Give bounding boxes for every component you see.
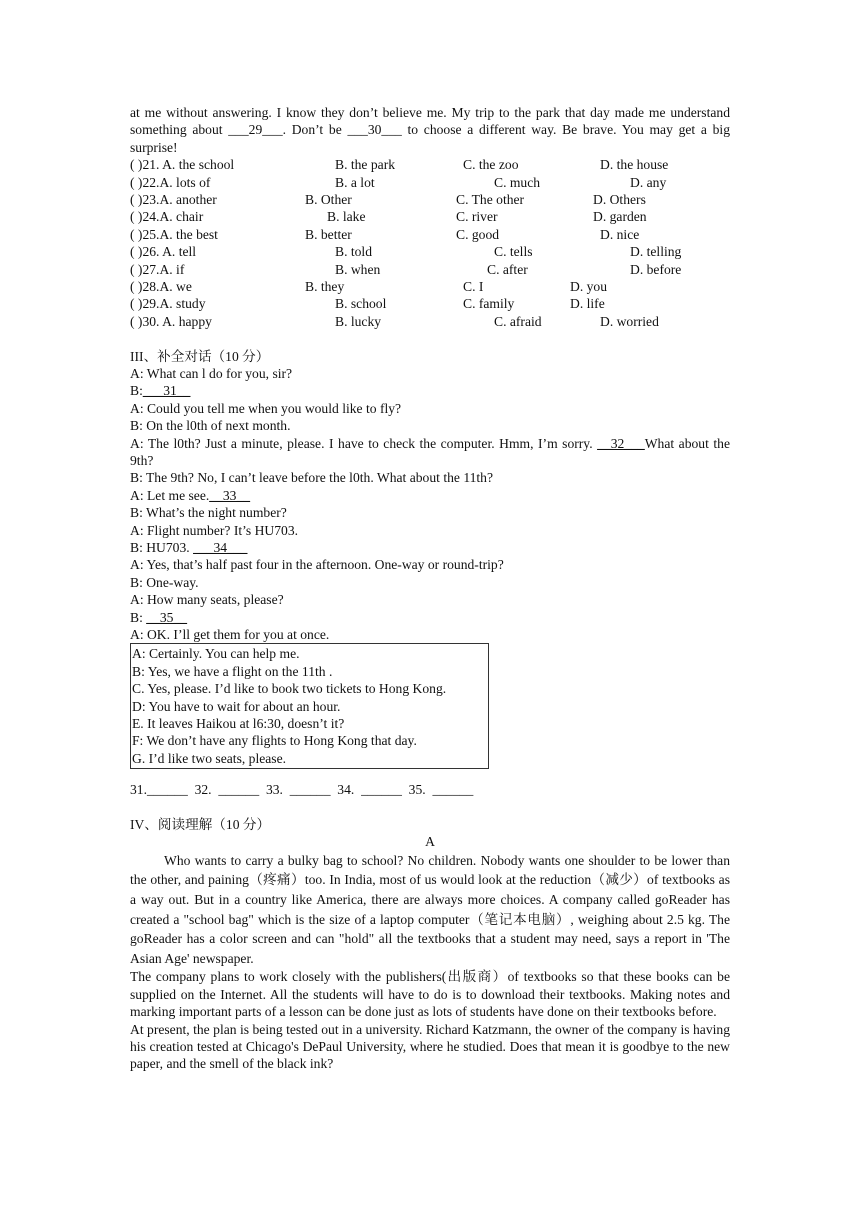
question-28: ( )28.A. we B. they C. I D. you	[130, 278, 608, 294]
question-24: ( )24.A. chair B. lake C. river D. garden	[130, 209, 647, 225]
blank-34: ___34___	[193, 539, 248, 555]
dialogue-line: A: Let me see.__33__	[130, 487, 251, 503]
dialogue-line: B: __35__	[130, 609, 188, 625]
dialogue-line: B: One-way.	[130, 574, 199, 590]
question-26: ( )26. A. tell B. told C. tells D. telling	[130, 244, 682, 260]
question-27: ( )27.A. if B. when C. after D. before	[130, 261, 682, 277]
dialogue-line: A: Flight number? It’s HU703.	[130, 522, 299, 538]
passage-label: A	[425, 834, 435, 850]
dialogue-line: A: The l0th? Just a minute, please. I have to check the computer. Hmm, I’m sorry. __32___What about the 9th?	[130, 435, 730, 468]
dialogue-line: B:___31__	[130, 383, 191, 399]
option-b: B: Yes, we have a flight on the 11th .	[132, 663, 333, 679]
document-page	[130, 104, 730, 1073]
dialogue-line: A: How many seats, please?	[130, 592, 284, 608]
question-29: ( )29.A. study B. school C. family D. life	[130, 296, 605, 312]
blank-35: __35__	[146, 609, 188, 625]
dialogue-line: B: On the l0th of next month.	[130, 418, 291, 434]
cloze-question-list	[130, 156, 730, 330]
option-f: F: We don’t have any flights to Hong Kong that day.	[132, 733, 417, 749]
option-a: A: Certainly. You can help me.	[132, 646, 300, 662]
question-22: ( )22.A. lots of B. a lot C. much D. any	[130, 174, 667, 190]
blank-32: __32___	[597, 435, 645, 451]
passage-paragraph: At present, the plan is being tested out in a university. Richard Katzmann, the owner of the company is having his creation tested at Chicago's DePaul University, where he studied. Does that mean it is goodbye to the new paper, and the smell of the black ink?	[130, 1021, 730, 1072]
question-30: ( )30. A. happy B. lucky C. afraid D. worried	[130, 313, 659, 329]
dialogue-line: A: What can l do for you, sir?	[130, 365, 293, 381]
reading-section	[130, 816, 730, 1073]
option-c: C. Yes, please. I’d like to book two tickets to Hong Kong.	[132, 681, 447, 697]
dialogue-section	[130, 348, 730, 799]
dialogue-line: B: What’s the night number?	[130, 505, 287, 521]
section-heading: III、补全对话（10 分）	[130, 348, 270, 364]
question-21: ( )21. A. the school B. the park C. the zoo D. the house	[130, 157, 669, 173]
answer-options-box	[130, 643, 489, 769]
option-g: G. I’d like two seats, please.	[132, 750, 287, 766]
dialogue-line: A: Could you tell me when you would like to fly?	[130, 400, 402, 416]
passage-paragraph: The company plans to work closely with the publishers(出版商）of textbooks so that these books can be supplied on the Internet. All the students will have to do is to download their textbooks. Making notes and marking important parts of a lesson can be done just as lots of students have done on their textbooks before.	[130, 969, 730, 1020]
question-25: ( )25.A. the best B. better C. good D. nice	[130, 226, 640, 242]
passage-paragraph: Who wants to carry a bulky bag to school? No children. Nobody wants one shoulder to be lower than the other, and paining（疼痛）too. In India, most of us would look at the reduction（减少）of textbooks as a way out. But in a country like America, there are always more choices. A company called goReader has created a "school bag" which is the size of a laptop computer（笔记本电脑）, weighing about 2.5 kg. The goReader has a color screen and can "hold" all the textbooks that a student may need, says a report in 'The Asian Age' newspaper.	[130, 852, 730, 966]
dialogue-line: B: The 9th? No, I can’t leave before the l0th. What about the 11th?	[130, 470, 494, 486]
answer-blanks-line: 31.______ 32. ______ 33. ______ 34. ______ 35. ______	[130, 782, 474, 798]
blank-33: __33__	[209, 487, 251, 503]
dialogue-line: A: Yes, that’s half past four in the afternoon. One-way or round-trip?	[130, 557, 504, 573]
blank-31: ___31__	[142, 383, 191, 399]
dialogue-line: A: OK. I’ll get them for you at once.	[130, 627, 330, 643]
section-heading: IV、阅读理解（10 分）	[130, 817, 271, 833]
dialogue-line: B: HU703. ___34___	[130, 539, 248, 555]
question-23: ( )23.A. another B. Other C. The other D. Others	[130, 192, 646, 207]
option-e: E. It leaves Haikou at l6:30, doesn’t it?	[132, 716, 345, 732]
cloze-passage-tail: at me without answering. I know they don’t believe me. My trip to the park that day made me understand something about ___29___. Don’t be ___30___ to choose a different way. Be brave. You may get a big surprise!	[130, 105, 730, 155]
option-d: D: You have to wait for about an hour.	[132, 698, 341, 714]
